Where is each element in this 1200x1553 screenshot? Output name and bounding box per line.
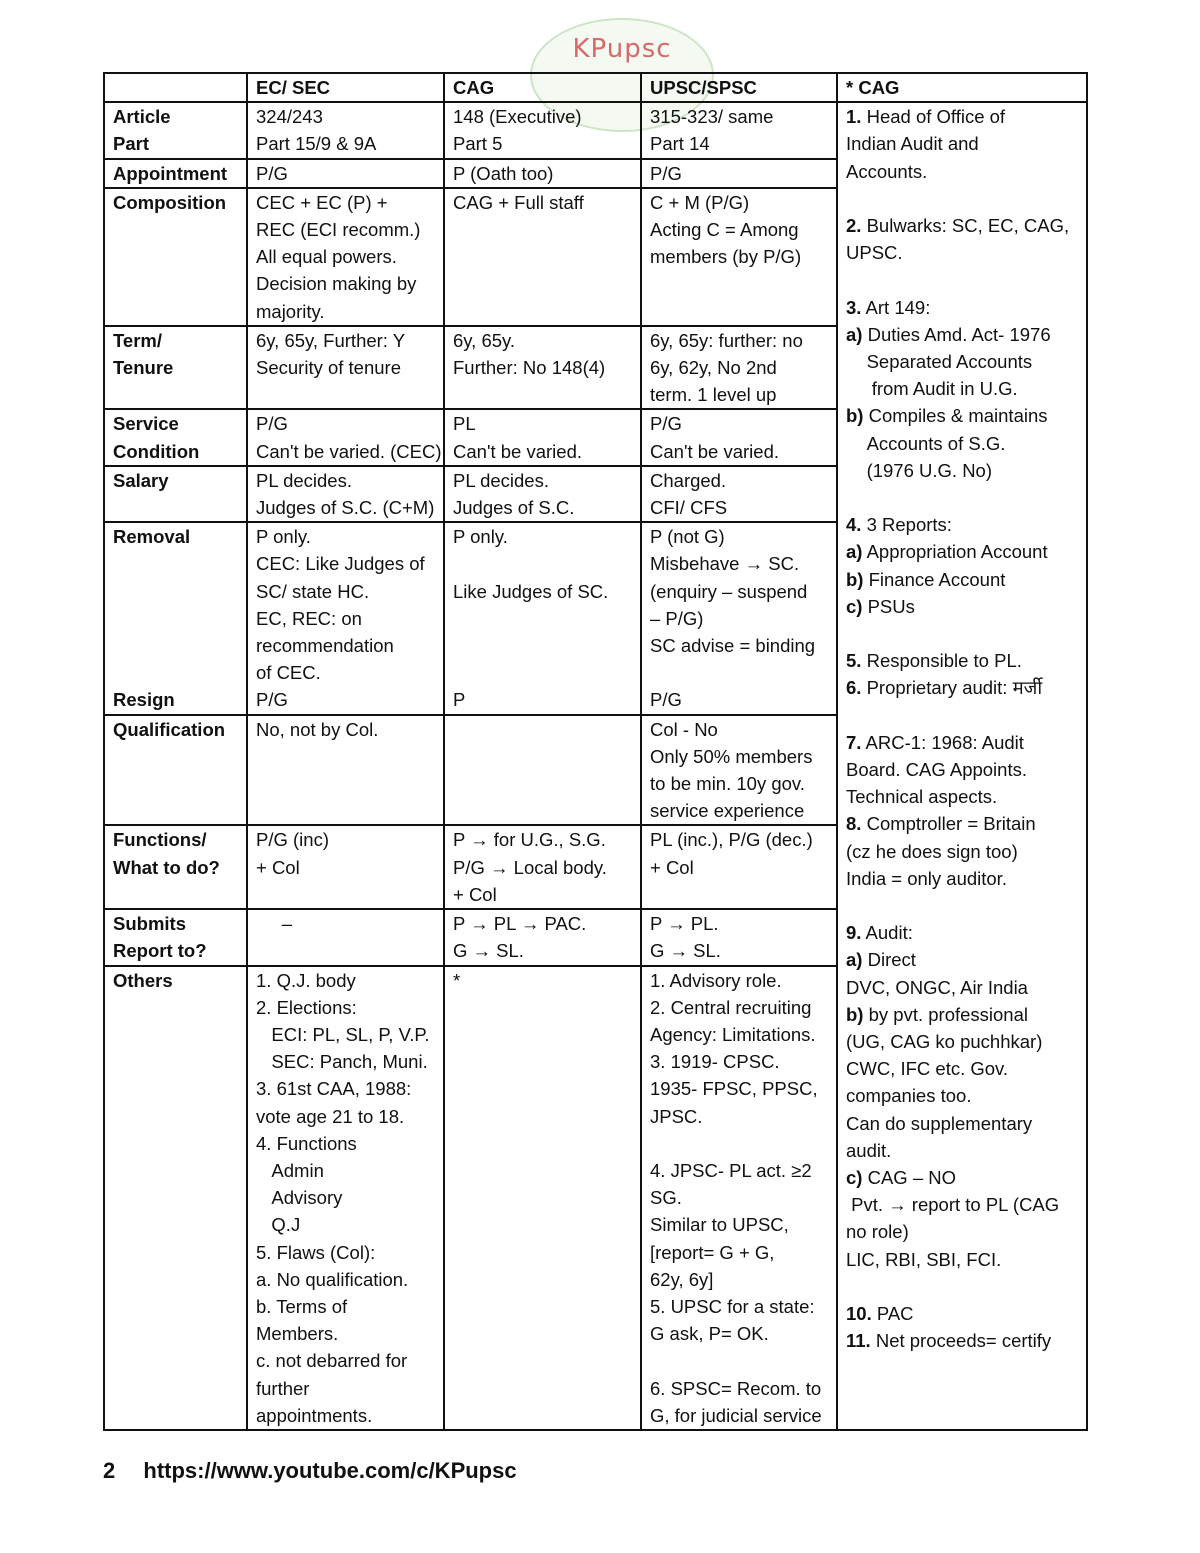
row-label-cell (104, 715, 247, 826)
cell-line: Part 5 (453, 133, 503, 155)
row-label-cell (104, 409, 247, 465)
cell-line: CEC: Like Judges of (256, 553, 425, 575)
cag-cell (444, 102, 641, 158)
cell-line: SC/ state HC. (256, 580, 370, 602)
note-number: 9. (846, 922, 862, 944)
header-cell-upsc-spsc: UPSC/SPSC (641, 73, 837, 102)
cell-line: P/G (650, 162, 682, 184)
cell-line: 2. Elections: (256, 996, 357, 1018)
cell-line (846, 266, 1086, 293)
cell-line: Can do supplementary (846, 1112, 1033, 1134)
cell-line: Misbehave → SC. (650, 553, 800, 575)
cell-line: P → PL. (650, 913, 719, 935)
note-number: a) (846, 323, 863, 345)
cell-line: Service (113, 413, 179, 435)
cell-line: CEC + EC (P) + (256, 191, 388, 213)
note-number: 1. (846, 106, 862, 128)
cell-line (113, 659, 246, 686)
cell-line: 62y, 6y] (650, 1268, 714, 1290)
cell-line: Others (113, 969, 173, 991)
note-number: 7. (846, 731, 862, 753)
cell-line: c. not debarred for (256, 1350, 408, 1372)
cell-line: P (Oath too) (453, 162, 554, 184)
note-number: 3. (846, 296, 862, 318)
cell-line: term. 1 level up (650, 384, 777, 406)
cell-line: PL decides. (256, 469, 352, 491)
cell-line (846, 1273, 1086, 1300)
cell-line: 5. Flaws (Col): (256, 1241, 376, 1263)
cell-line: 4. 3 Reports: (846, 514, 952, 536)
cell-line: Technical aspects. (846, 786, 998, 808)
cell-line: (cz he does sign too) (846, 840, 1018, 862)
cell-line: no role) (846, 1221, 909, 1243)
ec-sec-cell (247, 102, 444, 158)
cag-side-notes-cell (837, 102, 1087, 1430)
cell-line: 1. Q.J. body (256, 969, 356, 991)
cell-line (453, 632, 640, 659)
cell-line: Tenure (113, 357, 174, 379)
cell-line: SG. (650, 1187, 682, 1209)
note-number: 5. (846, 650, 862, 672)
cag-cell (444, 409, 641, 465)
cell-line: CWC, IFC etc. Gov. (846, 1058, 1009, 1080)
note-number: 10. (846, 1303, 872, 1325)
upsc-spsc-cell (641, 159, 837, 188)
cell-line: Acting C = Among (650, 219, 799, 241)
upsc-spsc-cell (641, 466, 837, 522)
cell-line (453, 659, 640, 686)
row-label-cell (104, 159, 247, 188)
cell-line: Salary (113, 469, 169, 491)
cell-line: Removal (113, 526, 191, 548)
cell-line (453, 550, 640, 577)
cell-line (113, 632, 246, 659)
cell-line (846, 484, 1086, 511)
cell-line: to be min. 10y gov. (650, 773, 805, 795)
cell-line: SEC: Panch, Muni. (256, 1051, 428, 1073)
cell-line: Part 15/9 & 9A (256, 133, 377, 155)
cell-line (650, 1347, 836, 1374)
cag-cell (444, 966, 641, 1430)
upsc-spsc-cell (641, 825, 837, 909)
ec-sec-cell (247, 466, 444, 522)
table-header-row (104, 73, 1087, 102)
cell-line: Admin (256, 1159, 324, 1181)
cell-line: P/G (650, 413, 682, 435)
row-label-cell (104, 102, 247, 158)
cell-line: Article (113, 106, 171, 128)
cell-line (113, 578, 246, 605)
cell-line: 1. Advisory role. (650, 969, 782, 991)
cell-line: companies too. (846, 1085, 972, 1107)
cell-line: P/G (256, 689, 288, 711)
cell-line: members (by P/G) (650, 246, 802, 268)
cell-line: Similar to UPSC, (650, 1214, 789, 1236)
cell-line: P/G (256, 162, 288, 184)
cell-line: 6. SPSC= Recom. to (650, 1377, 822, 1399)
note-number: b) (846, 405, 864, 427)
upsc-spsc-cell (641, 522, 837, 714)
cell-line: 3. Art 149: (846, 296, 931, 318)
cell-line: Appointment (113, 162, 228, 184)
watermark-text: KPupsc (572, 34, 672, 64)
cell-line: PL decides. (453, 469, 549, 491)
note-number: c) (846, 595, 863, 617)
cell-line: Accounts of S.G. (846, 432, 1006, 454)
cag-cell (444, 825, 641, 909)
cell-line: (1976 U.G. No) (846, 459, 992, 481)
cell-line: Like Judges of SC. (453, 580, 609, 602)
cell-line: vote age 21 to 18. (256, 1105, 405, 1127)
cell-line: 6y, 65y. (453, 329, 516, 351)
note-number: a) (846, 949, 863, 971)
cell-line: 9. Audit: (846, 922, 913, 944)
header-cell-cag: CAG (444, 73, 641, 102)
cell-line (650, 659, 836, 686)
page-number: 2 (103, 1458, 116, 1483)
cell-line: P only. (256, 526, 311, 548)
cell-line: b) Finance Account (846, 568, 1006, 590)
ec-sec-cell (247, 159, 444, 188)
cell-line: c) CAG – NO (846, 1167, 957, 1189)
cell-line: 5. UPSC for a state: (650, 1295, 815, 1317)
cell-line: 148 (Executive) (453, 106, 582, 128)
cell-line: UPSC. (846, 242, 903, 264)
cell-line: (UG, CAG ko puchhkar) (846, 1031, 1043, 1053)
cell-line: 4. Functions (256, 1132, 357, 1154)
cell-line: a. No qualification. (256, 1268, 409, 1290)
cell-line: P → for U.G., S.G. (453, 829, 606, 851)
comparison-table (103, 72, 1088, 1431)
cell-line: Members. (256, 1323, 339, 1345)
row-label-cell (104, 966, 247, 1430)
row-label-cell (104, 466, 247, 522)
cell-line: Part 14 (650, 133, 710, 155)
cell-line: further (256, 1377, 310, 1399)
cell-line: (enquiry – suspend (650, 580, 808, 602)
cell-line: [report= G + G, (650, 1241, 775, 1263)
ec-sec-cell (247, 825, 444, 909)
cell-line: JPSC. (650, 1105, 703, 1127)
cell-line: CAG + Full staff (453, 191, 584, 213)
row-label-cell (104, 522, 247, 714)
cell-line: C + M (P/G) (650, 191, 750, 213)
cell-line: 2. Bulwarks: SC, EC, CAG, (846, 215, 1070, 236)
cell-line: 315-323/ same (650, 106, 774, 128)
note-number: 6. (846, 677, 862, 699)
cell-line: Judges of S.C. (C+M) (256, 497, 435, 519)
ec-sec-cell (247, 409, 444, 465)
cell-line: of CEC. (256, 662, 321, 684)
cell-line: DVC, ONGC, Air India (846, 976, 1028, 998)
cell-line (650, 1130, 836, 1157)
upsc-spsc-cell (641, 102, 837, 158)
row-label-cell (104, 825, 247, 909)
cell-line: 8. Comptroller = Britain (846, 813, 1036, 835)
cell-line: 6y, 65y, Further: Y (256, 329, 406, 351)
cell-line: 3. 1919- CPSC. (650, 1051, 780, 1073)
cell-line: Submits (113, 913, 186, 935)
cell-line: P (453, 689, 466, 711)
cell-line: 6. Proprietary audit: मर्जी (846, 677, 1043, 699)
cell-line: Condition (113, 440, 200, 462)
cell-line: Can't be varied. (453, 440, 582, 462)
cell-line: recommendation (256, 635, 394, 657)
cell-line: G ask, P= OK. (650, 1323, 769, 1345)
cell-line: c) PSUs (846, 595, 915, 617)
cell-line (846, 620, 1086, 647)
cell-line: majority. (256, 300, 325, 322)
cell-line: P/G (256, 413, 288, 435)
cell-line: What to do? (113, 856, 220, 878)
cell-line: P only. (453, 526, 508, 548)
table-row (104, 102, 1087, 158)
cell-line: P/G (650, 689, 682, 711)
cell-line (846, 892, 1086, 919)
cell-line: EC, REC: on (256, 607, 362, 629)
cell-line: Q.J (256, 1214, 301, 1236)
cell-line: CFI/ CFS (650, 497, 728, 519)
cell-line: 11. Net proceeds= certify (846, 1330, 1052, 1352)
cag-cell (444, 522, 641, 714)
cell-line: PL (inc.), P/G (dec.) (650, 829, 813, 851)
ec-sec-cell (247, 966, 444, 1430)
cell-line: Only 50% members (650, 745, 813, 767)
upsc-spsc-cell (641, 326, 837, 410)
cell-line: 5. Responsible to PL. (846, 650, 1022, 672)
cell-line: Resign (113, 689, 175, 711)
cell-line: Part (113, 133, 149, 155)
upsc-spsc-cell (641, 409, 837, 465)
cell-line (453, 605, 640, 632)
cell-line: 10. PAC (846, 1303, 914, 1325)
cell-line: Judges of S.C. (453, 497, 575, 519)
cell-line: Agency: Limitations. (650, 1023, 816, 1045)
cell-line: 7. ARC-1: 1968: Audit (846, 731, 1024, 753)
cell-line: PL (453, 413, 476, 435)
cell-line: from Audit in U.G. (846, 378, 1018, 400)
row-label-cell (104, 188, 247, 326)
cell-line: Accounts. (846, 160, 928, 182)
cell-line: P (not G) (650, 526, 725, 548)
cell-line: G, for judicial service (650, 1404, 822, 1426)
note-number: a) (846, 541, 863, 563)
cell-line: Can't be varied. (CEC) (256, 440, 442, 462)
cag-cell (444, 159, 641, 188)
cell-line: + Col (256, 856, 300, 878)
cell-line: * (453, 969, 461, 991)
row-label-cell (104, 909, 247, 965)
cell-line: P/G (inc) (256, 829, 329, 851)
cell-line: India = only auditor. (846, 867, 1007, 889)
note-number: b) (846, 1003, 864, 1025)
cag-cell (444, 326, 641, 410)
cag-cell (444, 715, 641, 826)
cell-line: G → SL. (453, 940, 524, 962)
cell-line: Pvt. → report to PL (CAG (846, 1194, 1060, 1216)
cell-line: 2. Central recruiting (650, 996, 812, 1018)
cell-line: Can't be varied. (650, 440, 779, 462)
ec-sec-cell (247, 188, 444, 326)
cell-line: LIC, RBI, SBI, FCI. (846, 1248, 1002, 1270)
note-number: 8. (846, 813, 862, 835)
ec-sec-cell (247, 909, 444, 965)
cag-cell (444, 188, 641, 326)
cell-line: Report to? (113, 940, 207, 962)
cell-line: appointments. (256, 1404, 373, 1426)
cell-line (846, 185, 1086, 212)
cell-line: Col - No (650, 718, 718, 740)
row-label-cell (104, 326, 247, 410)
upsc-spsc-cell (641, 966, 837, 1430)
cell-line: P → PL → PAC. (453, 913, 587, 935)
cell-line: SC advise = binding (650, 635, 816, 657)
upsc-spsc-cell (641, 715, 837, 826)
ec-sec-cell (247, 522, 444, 714)
cell-line: + Col (650, 856, 694, 878)
cell-line: P/G → Local body. (453, 856, 607, 878)
cell-line: Indian Audit and (846, 133, 979, 155)
cell-line: audit. (846, 1139, 892, 1161)
note-number: 4. (846, 514, 862, 536)
ec-sec-cell (247, 715, 444, 826)
ec-sec-cell (247, 326, 444, 410)
cell-line: Composition (113, 191, 227, 213)
cell-line: Further: No 148(4) (453, 357, 606, 379)
upsc-spsc-cell (641, 909, 837, 965)
cell-line: ECI: PL, SL, P, V.P. (256, 1023, 430, 1045)
cell-line: a) Appropriation Account (846, 541, 1048, 563)
page-footer (103, 1458, 539, 1484)
note-number: 11. (846, 1330, 871, 1352)
cell-line: Board. CAG Appoints. (846, 759, 1027, 780)
cell-line: + Col (453, 883, 497, 905)
cell-line (113, 550, 246, 577)
cell-line: 6y, 65y: further: no (650, 329, 803, 351)
cag-cell (444, 909, 641, 965)
cell-line: Qualification (113, 718, 226, 740)
header-cell-cag-notes: * CAG (837, 73, 1087, 102)
cell-line: a) Direct (846, 949, 916, 971)
cell-line: 4. JPSC- PL act. ≥2 (650, 1159, 812, 1181)
cell-line: REC (ECI recomm.) (256, 219, 421, 241)
cell-line (113, 605, 246, 632)
note-number: b) (846, 568, 864, 590)
cell-line: 324/243 (256, 106, 323, 128)
cell-line: G → SL. (650, 940, 721, 962)
cell-line: No, not by Col. (256, 718, 379, 740)
note-number: 2. (846, 215, 862, 236)
cell-line: All equal powers. (256, 246, 397, 268)
cell-line: – P/G) (650, 607, 704, 629)
cell-line: Charged. (650, 469, 727, 491)
upsc-spsc-cell (641, 188, 837, 326)
cell-line: Separated Accounts (846, 351, 1033, 372)
header-cell-ec-sec: EC/ SEC (247, 73, 444, 102)
cell-line: 1935- FPSC, PPSC, (650, 1078, 818, 1100)
cell-line: Term/ (113, 329, 163, 351)
cell-line: Advisory (256, 1187, 343, 1209)
cell-line: b) Compiles & maintains (846, 405, 1048, 427)
cell-line: 1. Head of Office of (846, 106, 1006, 128)
cell-line: Decision making by (256, 273, 417, 295)
cell-line (453, 716, 640, 743)
cag-cell (444, 466, 641, 522)
cell-line: a) Duties Amd. Act- 1976 (846, 323, 1051, 345)
note-number: c) (846, 1167, 863, 1189)
cell-line: 3. 61st CAA, 1988: (256, 1078, 412, 1100)
cell-line: service experience (650, 800, 805, 822)
footer-url[interactable]: https://www.youtube.com/c/KPupsc (143, 1458, 517, 1483)
cell-line: b) by pvt. professional (846, 1003, 1028, 1025)
cell-line: Security of tenure (256, 357, 401, 379)
cell-line: – (256, 913, 292, 935)
cell-line: 6y, 62y, No 2nd (650, 357, 777, 379)
cell-line: b. Terms of (256, 1295, 348, 1317)
cell-line (846, 702, 1086, 729)
header-cell-empty (104, 73, 247, 102)
cell-line: Functions/ (113, 829, 207, 851)
